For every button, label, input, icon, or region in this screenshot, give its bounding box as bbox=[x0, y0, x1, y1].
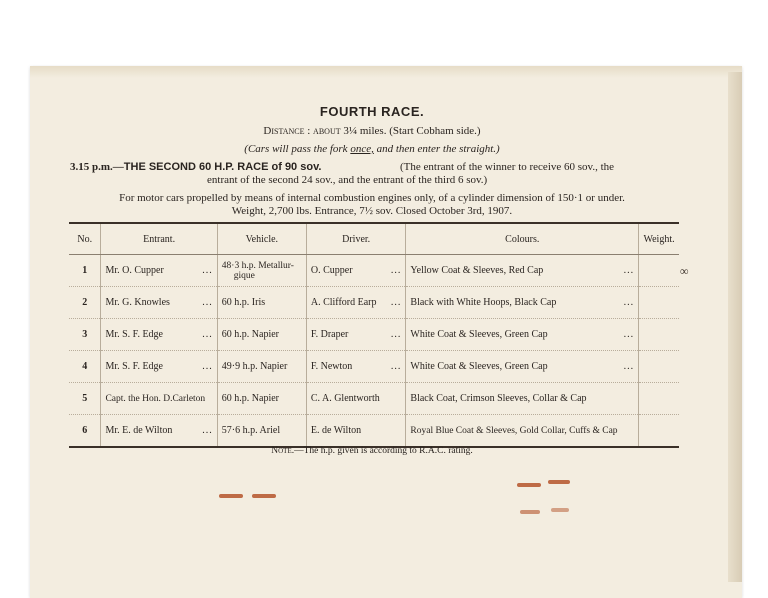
cell-colours: Black with White Hoops, Black Cap ... bbox=[406, 287, 639, 319]
entrant-text: Mr. G. Knowles bbox=[105, 297, 170, 308]
entrant-text: Mr. O. Cupper bbox=[105, 265, 164, 276]
cell-driver: F. Newton ... bbox=[306, 351, 406, 383]
fork-note-pre: (Cars will pass the fork bbox=[244, 143, 348, 155]
prize-line-1: (The entrant of the winner to receive 60 sov., the bbox=[400, 161, 615, 173]
race-time: 3.15 p.m.— bbox=[70, 161, 124, 173]
vehicle-text: 49·9 h.p. Napier bbox=[221, 361, 288, 372]
cell-entrant bbox=[101, 383, 217, 415]
header-entrant: Entrant. bbox=[101, 223, 217, 255]
header-colours: Colours. bbox=[406, 223, 639, 255]
cell-weight bbox=[639, 287, 679, 319]
vehicle-text: 48·3 h.p. Metallur- bbox=[221, 260, 294, 271]
cell-driver bbox=[306, 415, 406, 448]
cell-no: 1 bbox=[69, 255, 101, 287]
colours-text: White Coat & Sleeves, Green Cap bbox=[410, 361, 548, 372]
fork-note bbox=[0, 143, 744, 155]
conditions-line-2: Weight, 2,700 lbs. Entrance, 7½ sov. Closed October 3rd, 1907. bbox=[231, 205, 513, 217]
table-row bbox=[69, 319, 679, 351]
cell-weight bbox=[639, 383, 679, 415]
margin-mark: ∞ bbox=[680, 264, 689, 278]
rust-stain bbox=[252, 494, 276, 498]
table-row bbox=[69, 415, 679, 448]
table-row bbox=[69, 383, 679, 415]
fork-note-underlined: once, bbox=[350, 143, 374, 155]
distance-label: Distance : about bbox=[263, 125, 341, 137]
driver-text: C. A. Glentworth bbox=[310, 393, 380, 404]
table-row bbox=[69, 255, 679, 287]
cell-colours bbox=[406, 383, 639, 415]
footnote-text: —The h.p. given is according to R.A.C. rating. bbox=[294, 446, 473, 456]
colours-text: Black with White Hoops, Black Cap bbox=[410, 297, 557, 308]
table-header-row bbox=[69, 223, 679, 255]
cell-weight bbox=[639, 415, 679, 448]
cell-vehicle bbox=[217, 415, 306, 448]
cell-weight bbox=[639, 351, 679, 383]
cell-driver: F. Draper ... bbox=[306, 319, 406, 351]
vehicle-text: 60 h.p. Napier bbox=[221, 329, 279, 340]
race-title: FOURTH RACE. bbox=[319, 104, 425, 119]
race-heading bbox=[70, 161, 680, 186]
cell-weight bbox=[639, 319, 679, 351]
cell-no: 6 bbox=[69, 415, 101, 448]
header-driver: Driver. bbox=[306, 223, 406, 255]
footnote-label: Note. bbox=[271, 446, 295, 456]
fork-note-post: and then enter the straight.) bbox=[376, 143, 500, 155]
cell-colours: White Coat & Sleeves, Green Cap ... bbox=[406, 351, 639, 383]
cell-entrant: Mr. G. Knowles ... bbox=[101, 287, 217, 319]
cell-no: 5 bbox=[69, 383, 101, 415]
cell-no: 3 bbox=[69, 319, 101, 351]
entrant-text: Mr. E. de Wilton bbox=[105, 425, 173, 436]
rust-stain bbox=[520, 510, 540, 514]
race-name: THE SECOND 60 H.P. RACE of 90 sov. bbox=[123, 161, 322, 173]
cell-entrant: Mr. E. de Wilton ... bbox=[101, 415, 217, 448]
rust-stain bbox=[219, 494, 243, 498]
cell-vehicle bbox=[217, 287, 306, 319]
driver-text: F. Draper bbox=[310, 329, 349, 340]
cell-colours bbox=[406, 415, 639, 448]
footnote bbox=[0, 446, 744, 456]
colours-text: Yellow Coat & Sleeves, Red Cap bbox=[410, 265, 544, 276]
header-weight: Weight. bbox=[639, 223, 679, 255]
cell-vehicle bbox=[217, 383, 306, 415]
entrant-text: Mr. S. F. Edge bbox=[105, 329, 163, 340]
cell-vehicle bbox=[217, 351, 306, 383]
cell-colours: Yellow Coat & Sleeves, Red Cap ... bbox=[406, 255, 639, 287]
entrant-text: Mr. S. F. Edge bbox=[105, 361, 163, 372]
rust-stain bbox=[548, 480, 570, 484]
distance-line bbox=[0, 125, 744, 137]
vehicle-text: 60 h.p. Napier bbox=[221, 393, 279, 404]
cell-no: 4 bbox=[69, 351, 101, 383]
vehicle-text: 60 h.p. Iris bbox=[221, 297, 266, 308]
driver-text: O. Cupper bbox=[310, 265, 353, 276]
vehicle-text: 57·6 h.p. Ariel bbox=[221, 425, 281, 436]
colours-text: Royal Blue Coat & Sleeves, Gold Collar, Cuffs & Cap bbox=[410, 426, 618, 436]
driver-text: F. Newton bbox=[310, 361, 353, 372]
rust-stain bbox=[517, 483, 541, 487]
driver-text: A. Clifford Earp bbox=[310, 297, 377, 308]
vehicle-text-cont: gique bbox=[233, 270, 255, 281]
conditions-line-1: For motor cars propelled by means of internal combustion engines only, of a cylinder dimension of 150·1 or under. bbox=[119, 192, 625, 204]
table-row bbox=[69, 351, 679, 383]
cell-driver bbox=[306, 383, 406, 415]
cell-no: 2 bbox=[69, 287, 101, 319]
table-row bbox=[69, 287, 679, 319]
distance-value: 3¼ miles. bbox=[343, 125, 387, 137]
cell-colours: White Coat & Sleeves, Green Cap ... bbox=[406, 319, 639, 351]
cell-entrant: Mr. S. F. Edge ... bbox=[101, 319, 217, 351]
cell-driver: O. Cupper ... bbox=[306, 255, 406, 287]
colours-text: Black Coat, Crimson Sleeves, Collar & Cap bbox=[410, 393, 587, 404]
cell-vehicle bbox=[217, 319, 306, 351]
prize-line-2: entrant of the second 24 sov., and the entrant of the third 6 sov.) bbox=[207, 174, 488, 186]
driver-text: E. de Wilton bbox=[310, 425, 362, 436]
cell-vehicle bbox=[217, 255, 306, 287]
entrant-text: Capt. the Hon. D.Carleton bbox=[105, 394, 206, 404]
cell-weight bbox=[639, 255, 679, 287]
colours-text: White Coat & Sleeves, Green Cap bbox=[410, 329, 548, 340]
cell-entrant: Mr. O. Cupper ... bbox=[101, 255, 217, 287]
entries-table bbox=[69, 222, 679, 448]
header-no: No. bbox=[69, 223, 101, 255]
distance-note: (Start Cobham side.) bbox=[389, 125, 481, 137]
cell-entrant: Mr. S. F. Edge ... bbox=[101, 351, 217, 383]
header-vehicle: Vehicle. bbox=[217, 223, 306, 255]
rust-stain bbox=[551, 508, 569, 512]
cell-driver: A. Clifford Earp ... bbox=[306, 287, 406, 319]
